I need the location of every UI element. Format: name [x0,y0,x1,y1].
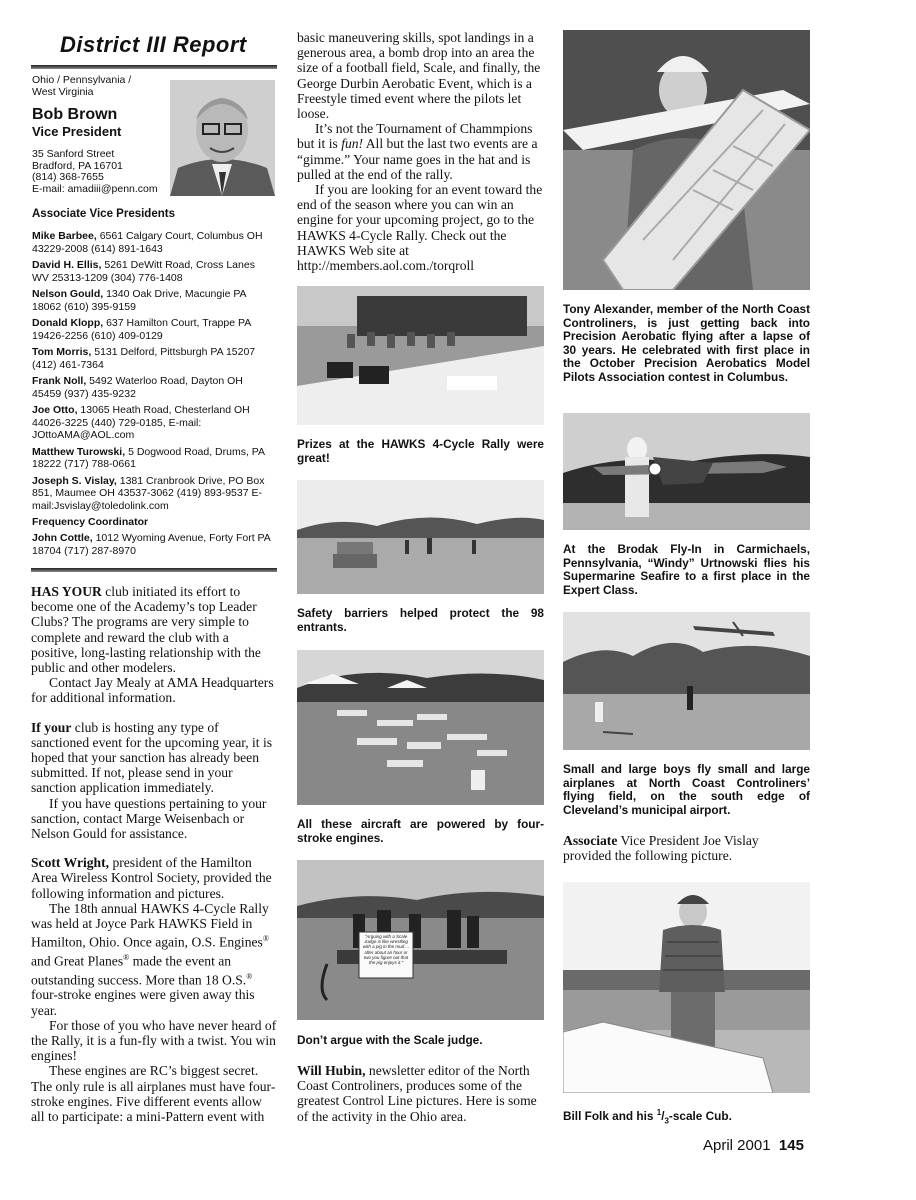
seafire-flyby-photo [563,413,810,530]
vp-title: Vice President [32,124,122,139]
page-number: 145 [778,1137,804,1154]
safety-barriers-photo [297,480,544,594]
district-region [32,75,162,98]
associate-vp-list [32,208,272,561]
section-rule [31,568,277,572]
frequency-coordinator-heading: Frequency Coordinator [32,516,149,528]
prizes-photo [297,286,544,425]
associate-entry: Joe Otto, 13065 Heath Road, Chesterland OH 44026-3225 (440) 729-0185, E-mail: JOttoAMA@AOL.com [32,404,250,441]
associate-entry: Donald Klopp, 637 Hamilton Court, Trappe PA 19426-2256 (610) 409-0129 [32,317,251,342]
vp-portrait-photo [170,80,275,196]
vp-contact [32,106,167,195]
region-line-1: Ohio / Pennsylvania / [32,74,132,86]
paragraph: basic maneuvering skills, spot landings in a generous area, a bomb drop into an area the size of a football field, Scale, and finally, the George Durbin Aerobatic Event, which is a Freestyle timed event where the pilots let loose. [297,30,541,122]
associate-entry: Tom Morris, 5131 Delford, Pittsburgh PA 15207 (412) 461-7364 [32,346,256,371]
vp-address-2: Bradford, PA 16701 [32,159,123,172]
tony-alexander-caption: Tony Alexander, member of the North Coast Controliners, is just getting back into Precision Aerobatic flying after a lapse of 30 years. He celebrated with first place in the October Precision Aerobatics Model Pilots Association contest in Columbus. [563,302,810,384]
four-stroke-aircraft-photo [297,650,544,805]
vp-name: Bob Brown [32,106,118,123]
controliners-caption: Small and large boys fly small and large airplanes at North Coast Controliners’ flying field, on the south edge of Cleveland’s municipal airport. [563,762,810,817]
controliners-field-photo [563,612,810,750]
vp-address-1: 35 Sanford Street [32,148,115,160]
column-1-article [31,584,277,1124]
tony-alexander-photo [563,30,810,290]
seafire-caption: At the Brodak Fly-In in Carmichaels, Pennsylvania, “Windy” Urtnowski flies his Supermarine Seafire to a first place in the Expert Class. [563,542,810,597]
paragraph: If you are looking for an event toward the end of the season where you can win an engine for your upcoming project, go to the HAWKS 4-Cycle Rally. Check out the HAWKS Web site at http://members.aol.com./torqroll [297,182,543,274]
bill-folk-caption: Bill Folk and his $^1/_3$-scale Cub. [563,1108,732,1126]
paragraph: Contact Jay Mealy at AMA Headquarters for additional information. [31,675,274,706]
associate-entry: David H. Ellis, 5261 DeWitt Road, Cross Lanes WV 25313-1209 (304) 776-1408 [32,259,255,284]
vp-phone: (814) 368-7655 [32,171,104,183]
associate-entry: Mike Barbee, 6561 Calgary Court, Columbus OH 43229-2008 (614) 891-1643 [32,230,263,255]
scale-judge-photo [297,860,544,1020]
prizes-caption: Prizes at the HAWKS 4-Cycle Rally were great! [297,437,544,465]
paragraph: For those of you who have never heard of the Rally, it is a fun-fly with a twist. You win engines! [31,1017,277,1064]
paragraph: If your club is hosting any type of sanctioned event for the upcoming year, it is hoped that your sanction has already been submitted. If not, please send in your sanction application immediately. [31,719,273,796]
title-rule [31,65,277,69]
associates-heading: Associate Vice Presidents [32,208,175,220]
paragraph: HAS YOUR club initiated its effort to become one of the Academy’s top Leader Clubs? The programs are very simple to complete and reward the club with a positive, long-lasting relationship with the public and other modelers. [31,584,261,676]
safety-barriers-caption: Safety barriers helped protect the 98 entrants. [297,606,544,634]
frequency-coordinator-entry: John Cottle, 1012 Wyoming Avenue, Forty Fort PA 18704 (717) 287-8970 [32,532,271,557]
scale-judge-sign: "Arguing with a Scale Judge is like wrestling with a pig in the mud ... after about an hour or two you figure out that the pig enjoys it." [362,934,410,966]
paragraph: It’s not the Tournament of Chammpions but it is fun! All but the last two events are a “gimme.” Your name goes in the hat and is pulled at the end of the rally. [297,121,538,182]
page-footer [703,1137,804,1154]
region-line-2: West Virginia [32,85,94,98]
paragraph: These engines are RC’s biggest secret. The only rule is all airplanes must have four-stroke engines. Five different events allow all to participate: a mini-Pattern event with [31,1063,276,1125]
associate-entry: Joseph S. Vislay, 1381 Cranbrook Drive, PO Box 851, Maumee OH 43537-3062 (419) 893-9537 E-mail:Jsvislay@toledolink.com [32,474,265,512]
issue-date: April 2001 [703,1137,771,1154]
associate-entry: Frank Noll, 5492 Waterloo Road, Dayton OH 45459 (937) 435-9232 [32,375,243,400]
bill-folk-cub-photo [563,882,810,1093]
paragraph: Scott Wright, president of the Hamilton Area Wireless Kontrol Society, provided the following information and pictures. [31,855,272,901]
report-title: District III Report [60,32,247,57]
associate-entry: Nelson Gould, 1340 Oak Drive, Macungie PA 18062 (610) 395-9159 [32,288,246,313]
four-stroke-caption: All these aircraft are powered by four-stroke engines. [297,817,544,845]
paragraph: Will Hubin, newsletter editor of the North Coast Controliners, produces some of the greatest Control Line pictures. Here is some of the activity in the Ohio area. [297,1063,537,1124]
column-2-closing [297,1063,544,1124]
column-2-article [297,30,544,273]
paragraph: Associate Vice President Joe Vislay provided the following picture. [563,833,759,864]
scale-judge-caption: Don’t argue with the Scale judge. [297,1033,483,1047]
paragraph: The 18th annual HAWKS 4-Cycle Rally was held at Joyce Park HAWKS Field in Hamilton, Ohio. Once again, O.S. Engines® and Great Planes® made the event an outstanding success. More than 18 O.S.® four-stroke engines were given away this year. [31,900,269,1018]
associate-entry: Matthew Turowski, 5 Dogwood Road, Drums, PA 18222 (717) 788-0661 [32,445,265,470]
vp-email: E-mail: amadiii@penn.com [32,182,158,195]
column-3-text [563,833,810,863]
paragraph: If you have questions pertaining to your sanction, contact Marge Weisenbach or Nelson Gould for assistance. [31,795,267,842]
